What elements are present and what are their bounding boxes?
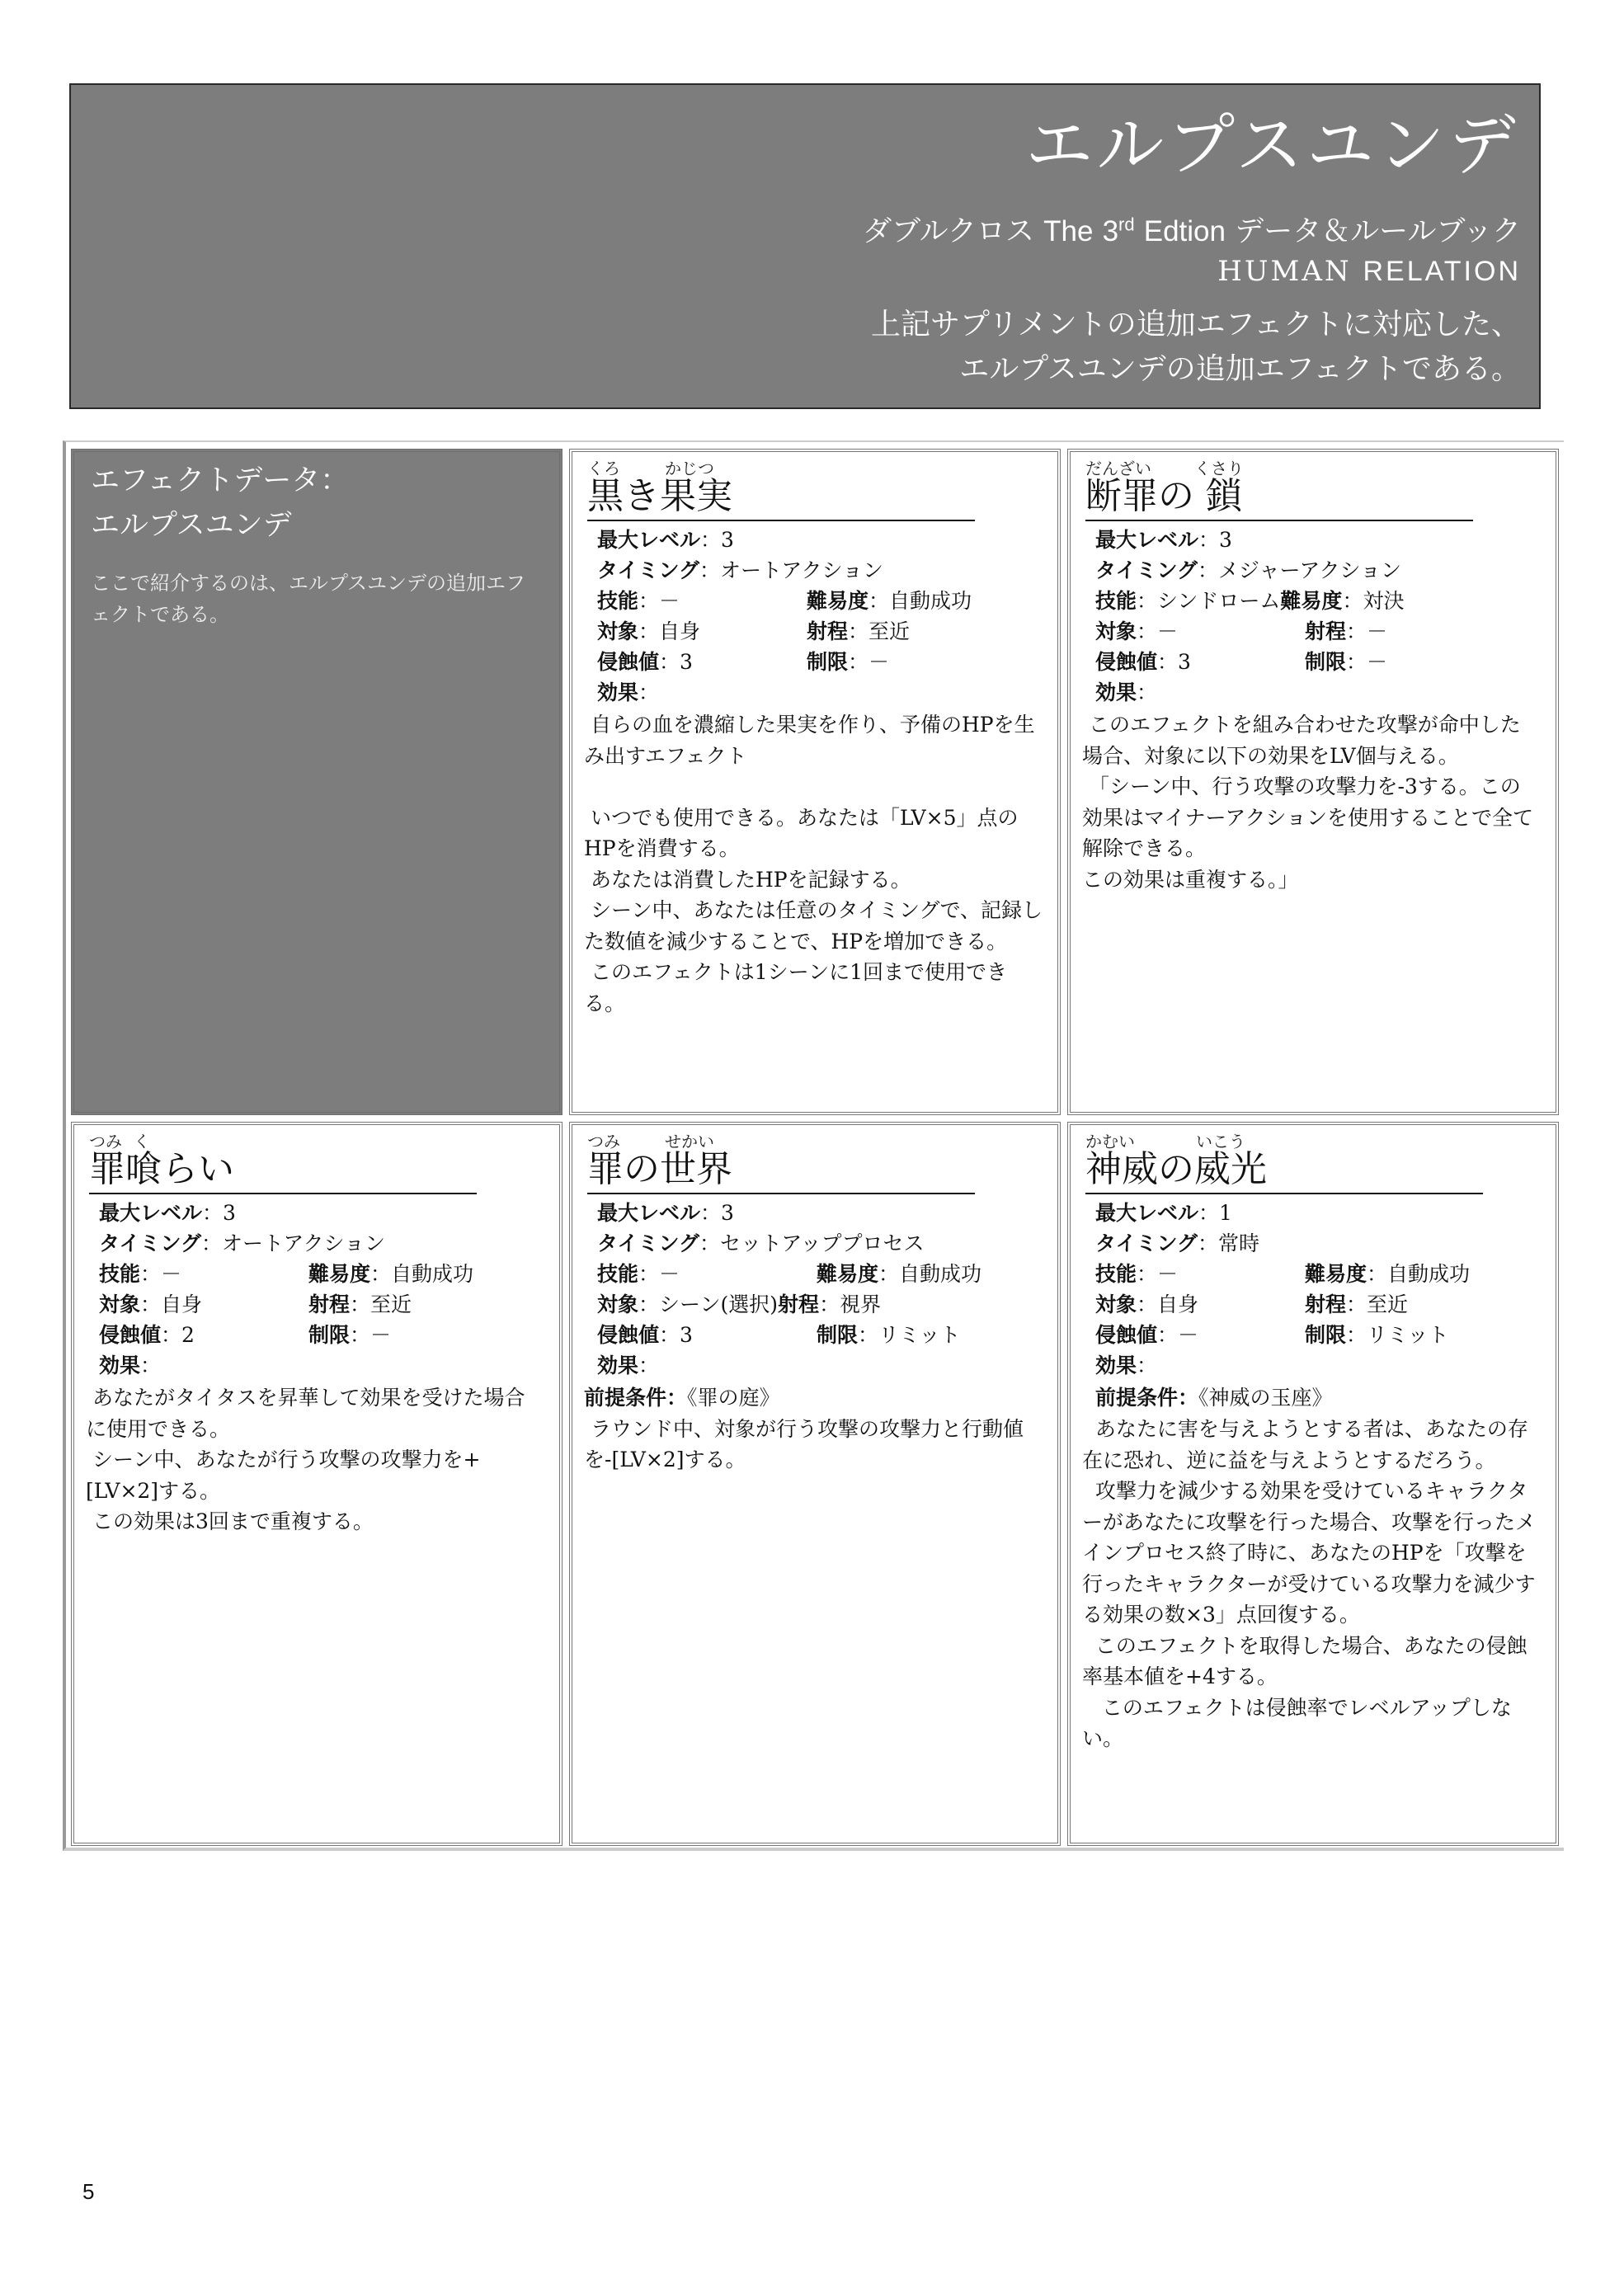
sep: ： [1137,589,1158,613]
label-encroach: 侵蝕値 [597,1323,660,1347]
skill-value: － [659,1262,680,1286]
ruby-1: つみ [89,1132,122,1151]
difficulty-value: 自動成功 [391,1262,474,1286]
label-target: 対象 [1095,619,1137,643]
sep: ： [848,650,869,674]
prereq-value: 《神威の玉座》 [1198,1386,1333,1410]
effect-grid [63,440,1564,1851]
book-3: 3 [1102,215,1119,247]
label-effect: 効果 [1095,680,1137,704]
label-max-level: 最大レベル [597,528,701,552]
max-level-value: 3 [1219,528,1232,552]
sep: ： [1157,1323,1179,1347]
timing-value: メジャーアクション [1218,558,1402,582]
label-skill: 技能 [597,1262,639,1286]
label-effect: 効果 [99,1354,141,1377]
label-range: 射程 [1305,1292,1347,1316]
name-underline [89,1193,477,1194]
label-limit: 制限 [817,1323,859,1347]
label-target: 対象 [597,1292,639,1316]
effect-name: 罪の世界 [587,1148,732,1190]
difficulty-value: 自動成功 [899,1262,982,1286]
range-value: 視界 [840,1292,882,1316]
label-limit: 制限 [1305,650,1347,674]
label-skill: 技能 [1095,1262,1137,1286]
limit-value: － [1367,650,1388,674]
book-the: The [1043,215,1094,247]
sep: ： [659,1323,680,1347]
label-range: 射程 [807,619,849,643]
effect-text: 自らの血を濃縮した果実を作り、予備のHPを生み出すエフェクト いつでも使用できる。あなたは「LV×5」点のHPを消費する。 あなたは消費したHPを記録する。 シーン中、あなたは任意のタイミングで、記録した数値を減少することで、HPを増加できる。 このエフェクトは1シーンに1回まで使用できる。 [584,713,1043,1015]
difficulty-value: 自動成功 [889,589,972,613]
label-range: 射程 [778,1292,820,1316]
effect-card [569,1122,1061,1846]
ruby-1: かむい [1085,1132,1135,1151]
sep: ： [1198,528,1220,552]
effect-stats [597,1198,982,1381]
effect-body [584,1382,1043,1476]
sep: ： [638,680,660,704]
sep: ： [700,1201,722,1225]
ruby-1: だんざい [1085,459,1151,478]
sep: ： [1342,589,1363,613]
sep: ： [1346,1323,1367,1347]
label-range: 射程 [308,1292,351,1316]
label-skill: 技能 [1095,589,1137,613]
sep: ： [140,1262,162,1286]
sep: ： [666,1386,688,1410]
label-prereq: 前提条件 [584,1386,667,1410]
effect-text: このエフェクトを組み合わせた攻撃が命中した場合、対象に以下の効果をLV個与える。 「シーン中、行う攻撃の攻撃力を-3する。この効果はマイナーアクションを使用することで全て解除できる。 この効果は重複する。」 [1082,713,1534,892]
sep: ： [848,619,869,643]
sep: ： [140,1292,162,1316]
target-value: シーン(選択) [659,1292,779,1316]
skill-value: － [1157,1262,1179,1286]
range-value: 至近 [868,619,911,643]
max-level-value: 3 [721,528,734,552]
label-encroach: 侵蝕値 [1095,1323,1158,1347]
page-number: 5 [82,2179,95,2204]
effect-stats [1095,525,1404,708]
limit-value: リミット [878,1323,961,1347]
difficulty-value: 自動成功 [1387,1262,1471,1286]
header-banner [69,83,1541,409]
effect-name: 黒き果実 [587,475,732,517]
label-timing: タイミング [1095,1231,1198,1255]
timing-value: セットアッププロセス [720,1231,925,1255]
difficulty-value: 対決 [1363,589,1405,613]
ruby-2: いこう [1196,1132,1245,1151]
sep: ： [1367,1262,1388,1286]
skill-value: － [659,589,680,613]
effect-card [1067,449,1559,1115]
effect-card [569,449,1061,1115]
skill-value: － [161,1262,182,1286]
name-underline [587,1193,975,1194]
label-encroach: 侵蝕値 [597,650,660,674]
name-underline [587,520,975,521]
range-value: 至近 [1367,1292,1409,1316]
sep: ： [1157,650,1179,674]
effect-stats [1095,1198,1471,1381]
label-difficulty: 難易度 [1280,589,1343,613]
max-level-value: 3 [721,1201,734,1225]
sep: ： [350,1323,371,1347]
sep: ： [1346,619,1367,643]
timing-value: オートアクション [222,1231,386,1255]
effect-name: 断罪の 鎖 [1085,475,1242,517]
sep: ： [1346,650,1367,674]
encroach-value: 3 [680,1323,693,1347]
label-timing: タイミング [597,558,700,582]
label-target: 対象 [597,619,639,643]
sep: ： [878,1262,900,1286]
label-limit: 制限 [807,650,849,674]
label-limit: 制限 [308,1323,351,1347]
sep: ： [638,619,660,643]
limit-value: － [868,650,890,674]
label-timing: タイミング [99,1231,202,1255]
label-timing: タイミング [597,1231,700,1255]
label-target: 対象 [99,1292,141,1316]
skill-value: シンドローム [1157,589,1281,613]
sep: ： [1137,1354,1158,1377]
label-max-level: 最大レベル [597,1201,701,1225]
header-line-1: 上記サプリメントの追加エフェクトに対応した、 [870,308,1521,341]
relation-word: RELATION [1363,256,1521,287]
effect-card [1067,1122,1559,1846]
sep: ： [1137,1292,1158,1316]
ruby-1: つみ [587,1132,620,1151]
sep: ： [819,1292,840,1316]
label-skill: 技能 [597,589,639,613]
sep: ： [868,589,890,613]
sep: ： [1198,1201,1220,1225]
max-level-value: 3 [223,1201,236,1225]
target-value: 自身 [161,1292,203,1316]
sep: ： [1198,1231,1219,1255]
label-range: 射程 [1305,619,1347,643]
label-effect: 効果 [1095,1354,1137,1377]
intro-heading [91,459,349,548]
target-value: 自身 [1157,1292,1199,1316]
encroach-value: 3 [1178,650,1191,674]
sep: ： [638,1354,660,1377]
encroach-value: 3 [680,650,693,674]
name-underline [1085,1193,1483,1194]
sep: ： [638,1262,660,1286]
book-suffix: データ＆ルールブック [1235,215,1521,248]
limit-value: リミット [1367,1323,1449,1347]
sep: ： [1137,1262,1158,1286]
label-difficulty: 難易度 [817,1262,879,1286]
label-timing: タイミング [1095,558,1198,582]
sep: ： [699,558,721,582]
sep: ： [1198,558,1219,582]
label-max-level: 最大レベル [99,1201,203,1225]
sep: ： [1137,619,1158,643]
label-max-level: 最大レベル [1095,1201,1199,1225]
book-edition: Edtion [1143,215,1226,247]
label-difficulty: 難易度 [807,589,869,613]
timing-value: 常時 [1218,1231,1260,1255]
effect-stats [597,525,972,708]
label-difficulty: 難易度 [308,1262,371,1286]
label-skill: 技能 [99,1262,141,1286]
name-underline [1085,520,1473,521]
label-encroach: 侵蝕値 [99,1323,162,1347]
intro-description: ここで紹介するのは、エルプスユンデの追加エフェクトである。 [91,572,526,626]
intro-panel [71,449,563,1115]
label-prereq: 前提条件 [1095,1386,1179,1410]
sep: ： [201,1231,223,1255]
sep: ： [638,589,660,613]
effect-name: 罪喰らい [89,1148,234,1190]
effect-body [1095,1382,1541,1414]
encroach-value: 2 [181,1323,195,1347]
sep: ： [1346,1292,1367,1316]
ruby-2: かじつ [665,459,714,478]
label-encroach: 侵蝕値 [1095,650,1158,674]
range-value: 至近 [370,1292,412,1316]
sep: ： [370,1262,392,1286]
sep: ： [1178,1386,1199,1410]
target-value: 自身 [659,619,701,643]
page-title: エルプスユンデ [1025,106,1519,185]
target-value: － [1157,619,1179,643]
effect-text: あなたに害を与えようとする者は、あなたの存在に恐れ、逆に益を与えようとするだろう。 攻撃力を減少する効果を受けているキャラクターがあなたに攻撃を行った場合、攻撃を行ったメインプロセス終了時に、あなたのHPを「攻撃を行ったキャラクターが受けている攻撃力を減少する効果の数×3」点回復する。 このエフェクトを取得した場合、あなたの侵蝕率基本値を+4する。 このエフェクトは侵蝕率でレベルアップしない。 [1082,1417,1537,1750]
label-target: 対象 [1095,1292,1137,1316]
sep: ： [202,1201,224,1225]
sep: ： [659,650,680,674]
label-limit: 制限 [1305,1323,1347,1347]
sep: ： [161,1323,182,1347]
effect-text: ラウンド中、対象が行う攻撃の攻撃力と行動値を-[LV×2]する。 [584,1416,1024,1471]
book-rd: rd [1118,214,1135,235]
ruby-2: く [134,1132,150,1151]
encroach-value: － [1178,1323,1199,1347]
label-max-level: 最大レベル [1095,528,1199,552]
sep: ： [700,528,722,552]
effect-name: 神威の威光 [1085,1148,1267,1190]
ruby-1: くろ [587,459,620,478]
intro-heading-1: エフェクトデータ： [91,464,350,497]
prereq-value: 《罪の庭》 [687,1386,780,1410]
sep: ： [858,1323,879,1347]
ruby-2: くさり [1194,459,1244,478]
book-line [863,209,1521,250]
label-effect: 効果 [597,1354,639,1377]
header-line-2: エルプスユンデの追加エフェクトである。 [959,352,1521,386]
timing-value: オートアクション [720,558,884,582]
ruby-2: せかい [665,1132,714,1151]
sep: ： [140,1354,162,1377]
sep: ： [350,1292,371,1316]
relation-line [1217,255,1521,288]
sep: ： [699,1231,721,1255]
effect-text: あなたがタイタスを昇華して効果を受けた場合に使用できる。 シーン中、あなたが行う攻撃の攻撃力を+[LV×2]する。 この効果は3回まで重複する。 [86,1386,525,1533]
label-effect: 効果 [597,680,639,704]
sep: ： [638,1292,660,1316]
effect-card [71,1122,563,1846]
intro-heading-2: エルプスユンデ [91,509,292,542]
label-difficulty: 難易度 [1305,1262,1367,1286]
effect-stats [99,1198,474,1381]
range-value: － [1367,619,1388,643]
relation-human: HUMAN [1217,255,1352,288]
limit-value: － [370,1323,392,1347]
max-level-value: 1 [1219,1201,1232,1225]
sep: ： [1137,680,1158,704]
book-prefix: ダブルクロス [863,215,1034,248]
